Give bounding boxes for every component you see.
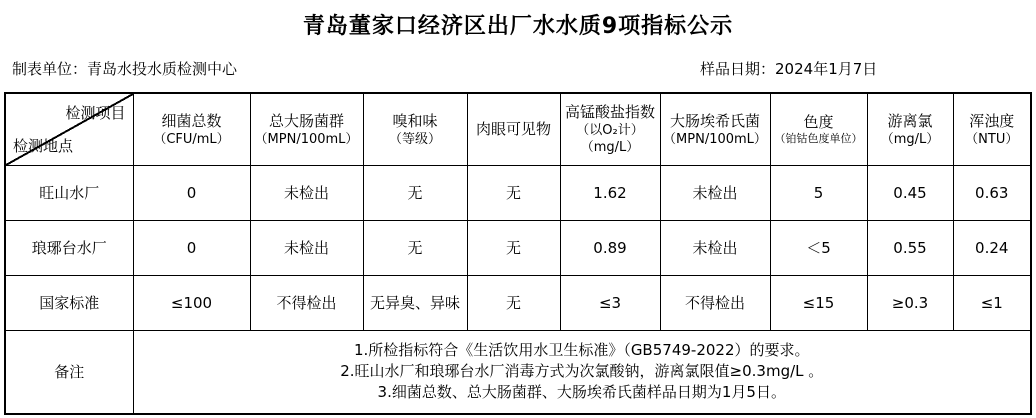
cell-free-chlorine: ≥0.3 [867, 275, 953, 330]
cell-odor-taste: 无 [363, 220, 467, 275]
column-header-e-coli: 大肠埃希氏菌 （MPN/100mL） [660, 93, 770, 165]
cell-e-coli: 未检出 [660, 165, 770, 220]
column-header-visible-matter: 肉眼可见物 [467, 93, 560, 165]
cell-visible-matter: 无 [467, 275, 560, 330]
table-row-langyatai [5, 220, 1031, 275]
notes-row [5, 330, 1031, 414]
corner-cell [5, 93, 133, 165]
sample-date [700, 58, 877, 79]
cell-e-coli: 未检出 [660, 220, 770, 275]
cell-odor-taste: 无 [363, 165, 467, 220]
cell-bacteria-total: ≤100 [133, 275, 250, 330]
row-location: 旺山水厂 [5, 165, 133, 220]
cell-permanganate-index: ≤3 [560, 275, 660, 330]
cell-turbidity: 0.24 [953, 220, 1031, 275]
prepared-by [12, 58, 237, 79]
cell-e-coli: 不得检出 [660, 275, 770, 330]
cell-permanganate-index: 1.62 [560, 165, 660, 220]
meta-bar [0, 56, 1036, 80]
sample-date-label: 样品日期： [700, 60, 776, 78]
column-header-permanganate-index: 高锰酸盐指数 （以O₂计） （mg/L） [560, 93, 660, 165]
cell-odor-taste: 无异臭、异味 [363, 275, 467, 330]
page-title: 青岛董家口经济区出厂水水质9项指标公示 [302, 14, 734, 39]
water-quality-table [4, 92, 1032, 415]
row-location: 琅琊台水厂 [5, 220, 133, 275]
notes-content [133, 330, 1031, 414]
cell-visible-matter: 无 [467, 220, 560, 275]
cell-permanganate-index: 0.89 [560, 220, 660, 275]
column-header-odor-taste: 嗅和味 （等级） [363, 93, 467, 165]
header-row [5, 93, 1031, 165]
cell-turbidity: ≤1 [953, 275, 1031, 330]
prepared-by-value: 青岛水投水质检测中心 [87, 60, 238, 78]
corner-label-items: 检测项目 [65, 104, 126, 122]
cell-total-coliform: 未检出 [250, 220, 363, 275]
cell-visible-matter: 无 [467, 165, 560, 220]
note-line-3: 3.细菌总数、总大肠菌群、大肠埃希氏菌样品日期为1月5日。 [377, 383, 786, 402]
cell-free-chlorine: 0.55 [867, 220, 953, 275]
cell-total-coliform: 不得检出 [250, 275, 363, 330]
cell-bacteria-total: 0 [133, 165, 250, 220]
cell-total-coliform: 未检出 [250, 165, 363, 220]
prepared-by-label: 制表单位： [12, 60, 88, 78]
row-location: 国家标准 [5, 275, 133, 330]
cell-turbidity: 0.63 [953, 165, 1031, 220]
column-header-total-coliform: 总大肠菌群 （MPN/100mL） [250, 93, 363, 165]
note-line-2: 2.旺山水厂和琅琊台水厂消毒方式为次氯酸钠，游离氯限值≥0.3mg/L 。 [340, 362, 824, 381]
table-row-wangshan [5, 165, 1031, 220]
table-row-national-standard [5, 275, 1031, 330]
cell-chroma: 5 [770, 165, 867, 220]
cell-bacteria-total: 0 [133, 220, 250, 275]
note-line-1: 1.所检指标符合《生活饮用水卫生标准》（GB5749-2022）的要求。 [354, 341, 810, 360]
corner-label-locations: 检测地点 [13, 136, 74, 155]
notes-label: 备注 [5, 330, 133, 414]
column-header-chroma: 色度 （铂钴色度单位） [770, 93, 867, 165]
cell-chroma: ≤15 [770, 275, 867, 330]
cell-chroma: ＜5 [770, 220, 867, 275]
column-header-free-chlorine: 游离氯 （mg/L） [867, 93, 953, 165]
cell-free-chlorine: 0.45 [867, 165, 953, 220]
column-header-turbidity: 浑浊度 （NTU） [953, 93, 1031, 165]
sample-date-value: 2024年1月7日 [775, 60, 878, 78]
column-header-bacteria-total: 细菌总数 （CFU/mL） [133, 93, 250, 165]
